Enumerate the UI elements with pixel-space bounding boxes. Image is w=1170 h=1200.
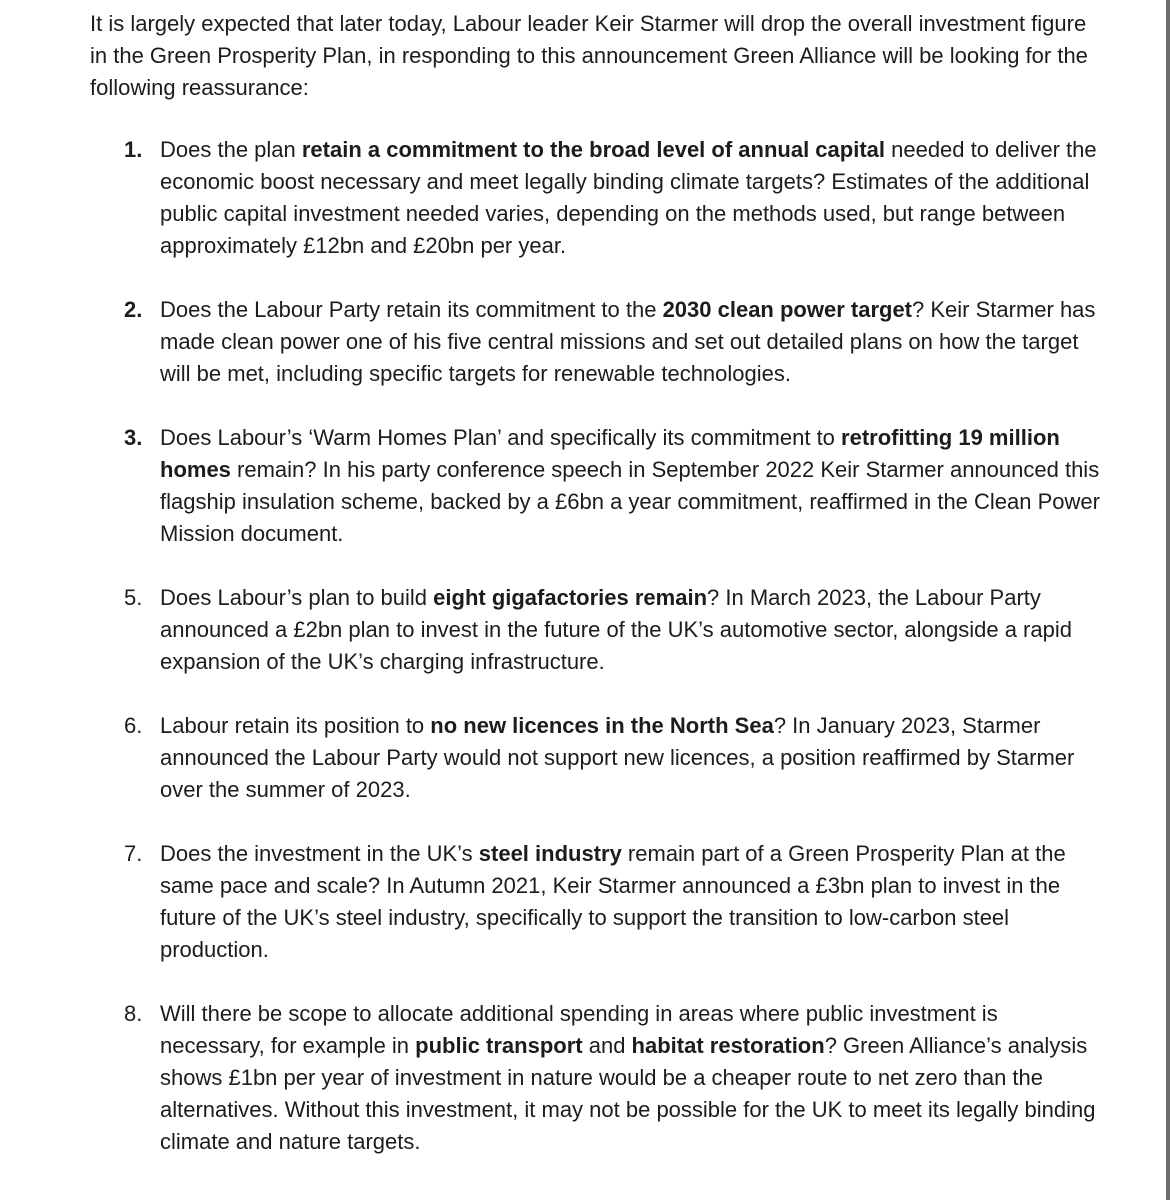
item-number: 3.	[124, 425, 143, 450]
page-edge	[1166, 0, 1170, 1200]
item-text: Will there be scope to allocate additional spending in areas where public investment is necessary, for example in	[160, 1001, 998, 1058]
item-highlight: public transport	[415, 1033, 583, 1058]
item-text: ? Green Alliance’s analysis shows £1bn per year of investment in nature would be a cheaper route to net zero than the alternatives. Without this investment, it may not be possible for the UK to meet its legally binding climate and nature targets.	[160, 1033, 1096, 1154]
item-text: Does the investment in the UK’s	[160, 841, 479, 866]
item-highlight: eight gigafactories remain	[433, 585, 708, 610]
item-text: ? Keir Starmer has made clean power one of his five central missions and set out detailed plans on how the target will be met, including specific targets for renewable technologies.	[160, 297, 1096, 386]
reassurance-list	[90, 134, 1100, 1158]
list-item	[90, 998, 1100, 1158]
item-number: 8.	[124, 1001, 143, 1026]
item-number: 7.	[124, 841, 143, 866]
item-text: ? In March 2023, the Labour Party announced a £2bn plan to invest in the future of the UK’s automotive sector, alongside a rapid expansion of the UK’s charging infrastructure.	[160, 585, 1072, 674]
item-text: Labour retain its position to	[160, 713, 431, 738]
item-highlight: retrofitting 19 million homes	[160, 425, 1060, 482]
item-text: ? In January 2023, Starmer announced the Labour Party would not support new licences, a position reaffirmed by Starmer over the summer of 2023.	[160, 713, 1075, 802]
list-item	[90, 134, 1100, 262]
list-item	[90, 582, 1100, 678]
item-highlight: retain a commitment to the broad level of annual capital	[301, 137, 885, 162]
list-item	[90, 294, 1100, 390]
item-text: remain part of a Green Prosperity Plan at the same pace and scale? In Autumn 2021, Keir Starmer announced a £3bn plan to invest in the future of the UK’s steel industry, specifically to support the transition to low-carbon steel production.	[160, 841, 1066, 962]
item-text: needed to deliver the economic boost necessary and meet legally binding climate targets? Estimates of the additional public capital investment needed varies, depending on the methods used, but range between approximately £12bn and £20bn per year.	[160, 137, 1097, 258]
document-body	[90, 8, 1100, 1190]
item-text: remain? In his party conference speech in September 2022 Keir Starmer announced this flagship insulation scheme, backed by a £6bn a year commitment, reaffirmed in the Clean Power Mission document.	[160, 457, 1100, 546]
item-number: 1.	[124, 137, 143, 162]
item-text: Does Labour’s plan to build	[160, 585, 434, 610]
list-item	[90, 422, 1100, 550]
item-number: 5.	[124, 585, 143, 610]
item-highlight: 2030 clean power target	[662, 297, 913, 322]
list-item	[90, 838, 1100, 966]
list-item	[90, 710, 1100, 806]
item-text: Does the plan	[160, 137, 302, 162]
item-text: and	[582, 1033, 632, 1058]
item-highlight: no new licences in the North Sea	[430, 713, 774, 738]
item-number: 6.	[124, 713, 143, 738]
item-highlight: habitat restoration	[631, 1033, 825, 1058]
item-highlight: steel industry	[478, 841, 622, 866]
item-text: Does the Labour Party retain its commitment to the	[160, 297, 663, 322]
intro-paragraph: It is largely expected that later today, Labour leader Keir Starmer will drop the overall investment figure in the Green Prosperity Plan, in responding to this announcement Green Alliance will be looking for the following reassurance:	[90, 11, 1088, 100]
item-text: Does Labour’s ‘Warm Homes Plan’ and specifically its commitment to	[160, 425, 842, 450]
item-number: 2.	[124, 297, 143, 322]
